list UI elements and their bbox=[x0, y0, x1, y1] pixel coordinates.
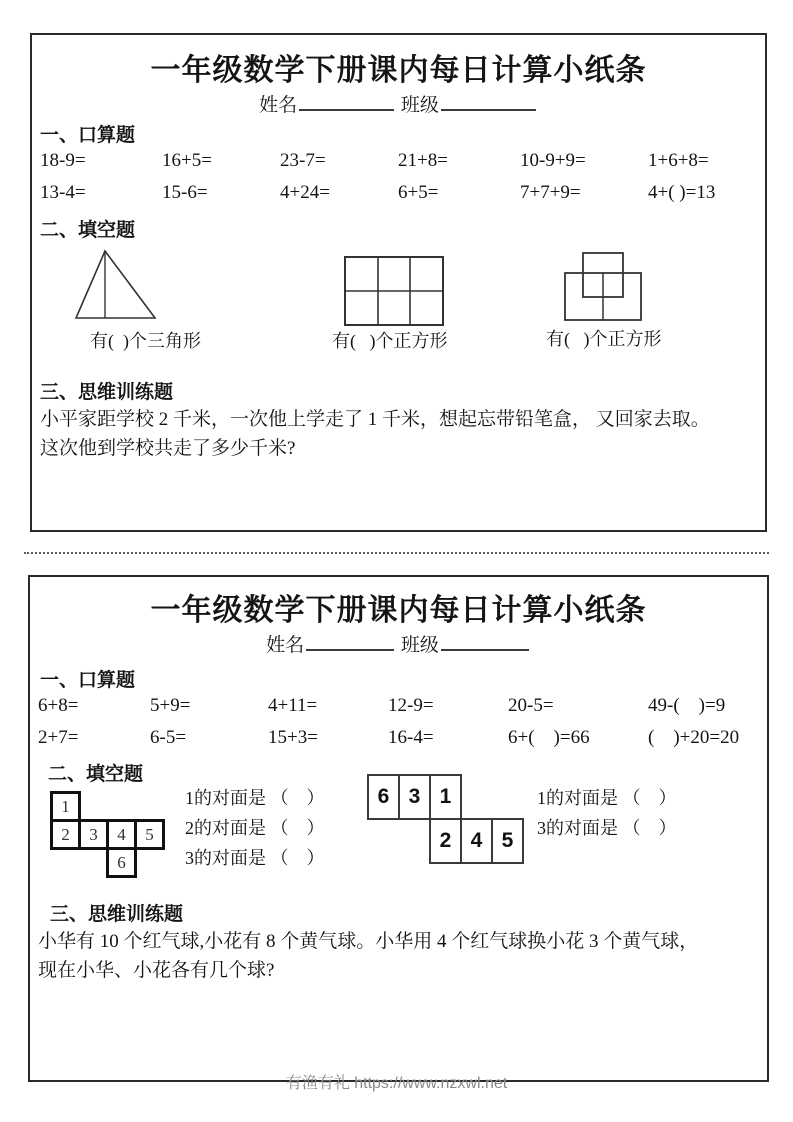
oral-problem: ( )+20=20 bbox=[648, 727, 740, 748]
footer-watermark: 有渔有礼 https://www.nzxwl.net bbox=[285, 1075, 508, 1092]
thinking-line-1: 小平家距学校 2 千米，一次他上学走了 1 千米，想起忘带铅笔盒， 又回家去取。 bbox=[40, 409, 710, 430]
oral-problem: 21+8= bbox=[398, 150, 448, 171]
net-cell: 6 bbox=[106, 847, 137, 878]
oral-problem: 2+7= bbox=[38, 727, 79, 748]
worksheet-2-section-fill-heading: 二、填空题 bbox=[48, 764, 144, 785]
triangle-figure bbox=[74, 248, 158, 322]
thinking-line-2: 这次他到学校共走了多少千米? bbox=[40, 438, 296, 459]
cube-net-2-questions bbox=[537, 783, 677, 843]
oral-problem: 5+9= bbox=[150, 695, 191, 716]
name-label: 姓名 bbox=[259, 95, 298, 116]
oral-problem: 12-9= bbox=[388, 695, 434, 716]
net-cell: 5 bbox=[134, 819, 165, 850]
class-label: 班级 bbox=[400, 635, 439, 656]
net-cell: 1 bbox=[50, 791, 81, 822]
worksheet-1-oral-row-2 bbox=[40, 182, 759, 204]
oral-problem: 6+( )=66 bbox=[508, 727, 590, 748]
net-cell: 3 bbox=[398, 774, 431, 820]
net-cell: 4 bbox=[106, 819, 137, 850]
grid-figure-label: 有( )个正方形 bbox=[332, 331, 448, 351]
oral-problem: 6+5= bbox=[398, 182, 439, 203]
net-cell: 5 bbox=[491, 818, 524, 864]
cut-line-divider bbox=[24, 552, 769, 554]
oral-problem: 15-6= bbox=[162, 182, 208, 203]
worksheet-2-oral-row-1 bbox=[38, 695, 761, 717]
cube-net-2-figure bbox=[367, 774, 522, 864]
oral-problem: 6-5= bbox=[150, 727, 187, 748]
worksheet-2-title: 一年级数学下册课内每日计算小纸条 bbox=[150, 594, 647, 627]
oral-problem: 4+( )=13 bbox=[648, 182, 716, 203]
class-label: 班级 bbox=[400, 95, 439, 116]
worksheet-1-name-class-line bbox=[32, 90, 765, 117]
oral-problem: 4+24= bbox=[280, 182, 330, 203]
name-label: 姓名 bbox=[266, 635, 305, 656]
question-line: 3的对面是 （ ） bbox=[185, 848, 325, 868]
net-cell: 1 bbox=[429, 774, 462, 820]
oral-problem: 13-4= bbox=[40, 182, 86, 203]
worksheet-2-section-oral-heading: 一、口算题 bbox=[40, 670, 136, 691]
oral-problem: 16-4= bbox=[388, 727, 434, 748]
worksheet-1 bbox=[30, 33, 767, 532]
oral-problem: 7+7+9= bbox=[520, 182, 581, 203]
oral-problem: 6+8= bbox=[38, 695, 79, 716]
net-cell: 4 bbox=[460, 818, 493, 864]
oral-problem: 20-5= bbox=[508, 695, 554, 716]
thinking-line-1: 小华有 10 个红气球,小花有 8 个黄气球。小华用 4 个红气球换小花 3 个黄气球， bbox=[38, 931, 699, 952]
cube-net-1-figure bbox=[50, 791, 166, 879]
worksheet-1-oral-row-1 bbox=[40, 150, 759, 172]
oral-problem: 16+5= bbox=[162, 150, 212, 171]
oral-problem: 18-9= bbox=[40, 150, 86, 171]
name-blank-line bbox=[299, 90, 394, 111]
oral-problem: 4+11= bbox=[268, 695, 318, 716]
overlap-figure-label: 有( )个正方形 bbox=[546, 329, 662, 349]
triangle-figure-label: 有( )个三角形 bbox=[90, 331, 201, 351]
oral-problem: 23-7= bbox=[280, 150, 326, 171]
worksheet-2-oral-row-2 bbox=[38, 727, 761, 749]
cube-net-1-questions bbox=[185, 783, 325, 873]
worksheet-1-section-thinking-heading: 三、思维训练题 bbox=[40, 382, 174, 403]
worksheet-2-thinking-problem bbox=[38, 927, 759, 985]
question-line: 1的对面是 （ ） bbox=[185, 788, 325, 808]
net-cell: 2 bbox=[429, 818, 462, 864]
oral-problem: 15+3= bbox=[268, 727, 318, 748]
worksheet-2-name-class-line bbox=[30, 630, 767, 657]
oral-problem: 10-9+9= bbox=[520, 150, 586, 171]
worksheet-1-title: 一年级数学下册课内每日计算小纸条 bbox=[150, 54, 647, 87]
oral-problem: 1+6+8= bbox=[648, 150, 709, 171]
thinking-line-2: 现在小华、小花各有几个球? bbox=[38, 960, 275, 981]
worksheet-2 bbox=[28, 575, 769, 1082]
worksheet-1-section-fill-heading: 二、填空题 bbox=[40, 220, 136, 241]
question-line: 1的对面是 （ ） bbox=[537, 788, 677, 808]
question-line: 2的对面是 （ ） bbox=[185, 818, 325, 838]
class-blank-line bbox=[441, 90, 536, 111]
worksheet-1-section-oral-heading: 一、口算题 bbox=[40, 125, 136, 146]
net-cell: 2 bbox=[50, 819, 81, 850]
question-line: 3的对面是 （ ） bbox=[537, 818, 677, 838]
net-cell: 6 bbox=[367, 774, 400, 820]
oral-problem: 49-( )=9 bbox=[648, 695, 726, 716]
class-blank-line bbox=[441, 630, 529, 651]
overlap-squares-figure bbox=[564, 252, 644, 322]
net-cell: 3 bbox=[78, 819, 109, 850]
grid-figure bbox=[344, 256, 444, 326]
worksheet-2-section-thinking-heading: 三、思维训练题 bbox=[50, 904, 184, 925]
name-blank-line bbox=[306, 630, 394, 651]
worksheet-1-thinking-problem bbox=[40, 405, 757, 463]
